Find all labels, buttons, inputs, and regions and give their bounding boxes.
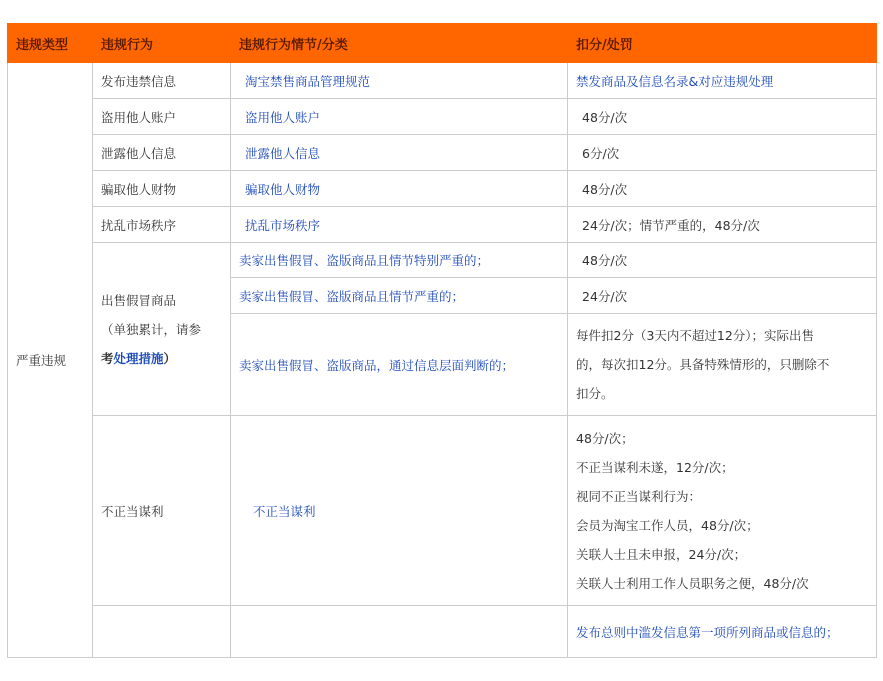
- penalty-line: 视同不正当谋利行为：: [576, 488, 702, 504]
- detail-cell: [568, 606, 877, 658]
- penalty-line: 会员为淘宝工作人员，48分/次；: [576, 517, 759, 533]
- behavior-cell: 发布违禁信息: [93, 63, 231, 99]
- behavior-cell: [231, 606, 568, 658]
- table-row: [8, 99, 877, 135]
- detail-cell: [231, 171, 568, 207]
- counterfeit-suffix: ）: [163, 350, 177, 366]
- detail-cell: [231, 416, 568, 606]
- table-row: [8, 416, 877, 606]
- penalty-cell: 48分/次: [568, 171, 877, 207]
- behavior-cell: 扰乱市场秩序: [93, 207, 231, 243]
- detail-cell: [231, 278, 568, 314]
- detail-link[interactable]: 淘宝禁售商品管理规范: [245, 73, 371, 89]
- detail-link[interactable]: 扰乱市场秩序: [245, 217, 321, 233]
- header-violation-type: 违规类型: [8, 24, 93, 63]
- rules-table: [7, 23, 877, 658]
- penalty-link[interactable]: 禁发商品及信息名录&对应违规处理: [576, 73, 774, 89]
- detail-link[interactable]: 骗取他人财物: [245, 181, 321, 197]
- counterfeit-behavior-cell: [93, 243, 231, 416]
- table-row: [8, 171, 877, 207]
- penalty-cell: 24分/次: [568, 278, 877, 314]
- table-row: [8, 63, 877, 99]
- penalty-cell: 48分/次: [568, 99, 877, 135]
- detail-cell: [231, 207, 568, 243]
- table-row: [8, 243, 877, 278]
- header-violation-detail: 违规行为情节/分类: [231, 24, 568, 63]
- detail-link[interactable]: 盗用他人账户: [245, 109, 321, 125]
- penalty-cell: 24分/次；情节严重的，48分/次: [568, 207, 877, 243]
- violation-type-cell: 严重违规: [8, 63, 93, 658]
- detail-cell: [231, 243, 568, 278]
- penalty-cell: 6分/次: [568, 135, 877, 171]
- penalty-line: 扣分。: [576, 386, 614, 401]
- detail-link[interactable]: 卖家出售假冒、盗版商品且情节严重的；: [239, 288, 465, 304]
- header-violation-behavior: 违规行为: [93, 24, 231, 63]
- counterfeit-behavior-line2: （单独累计，请参: [101, 321, 202, 337]
- penalty-line: 关联人士利用工作人员职务之便，48分/次: [576, 575, 809, 591]
- behavior-cell: 不正当谋利: [93, 416, 231, 606]
- detail-link[interactable]: 卖家出售假冒、盗版商品，通过信息层面判断的；: [239, 357, 515, 373]
- table-row: [8, 135, 877, 171]
- detail-cell: [231, 63, 568, 99]
- penalty-line: 每件扣2分（3天内不超过12分）；实际出售: [576, 328, 815, 343]
- detail-link[interactable]: 泄露他人信息: [245, 145, 321, 161]
- table-header-row: [8, 24, 877, 63]
- table-row: [8, 606, 877, 658]
- penalty-cell: 48分/次: [568, 243, 877, 278]
- penalty-line: 不正当谋利未遂，12分/次；: [576, 459, 734, 475]
- counterfeit-behavior-line1: 出售假冒商品: [101, 292, 177, 308]
- header-penalty: 扣分/处罚: [568, 24, 877, 63]
- table-row: [8, 207, 877, 243]
- behavior-cell: 骗取他人财物: [93, 171, 231, 207]
- penalty-cell: [568, 314, 877, 416]
- penalty-line: 48分/次；: [576, 430, 634, 446]
- detail-link[interactable]: 发布总则中滥发信息第一项所列商品或信息的；: [576, 624, 839, 640]
- detail-cell: [231, 135, 568, 171]
- penalty-cell: [568, 63, 877, 99]
- violation-type-cell: [93, 606, 231, 658]
- handling-measures-link[interactable]: 处理措施: [113, 350, 164, 366]
- penalty-line: 的，每次扣12分。具备特殊情形的，只删除不: [576, 357, 830, 372]
- detail-link[interactable]: 不正当谋利: [253, 503, 316, 519]
- penalty-cell: [568, 416, 877, 606]
- detail-cell: [231, 314, 568, 416]
- detail-cell: [231, 99, 568, 135]
- behavior-cell: 泄露他人信息: [93, 135, 231, 171]
- detail-link[interactable]: 卖家出售假冒、盗版商品且情节特别严重的；: [239, 253, 490, 268]
- counterfeit-prefix: 考: [101, 350, 114, 366]
- penalty-line: 关联人士且未申报，24分/次；: [576, 546, 747, 562]
- counterfeit-behavior-line3: [101, 344, 222, 373]
- behavior-cell: 盗用他人账户: [93, 99, 231, 135]
